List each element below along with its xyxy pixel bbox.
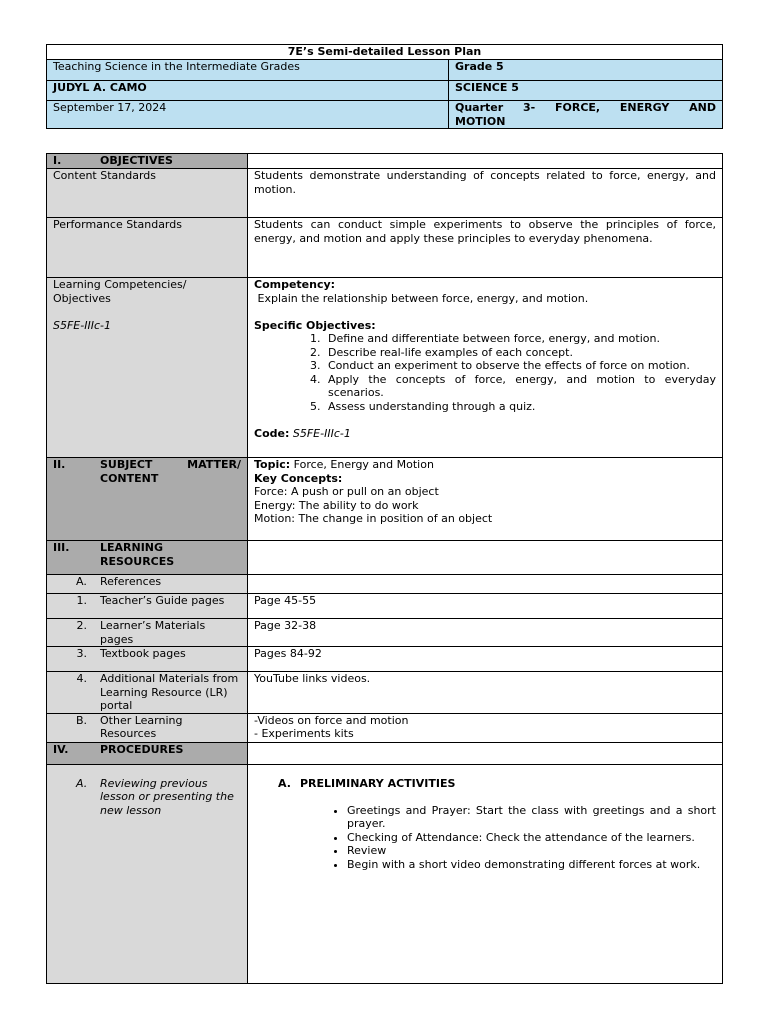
textbook-pages-value: Pages 84-92 (248, 647, 723, 672)
preliminary-activities (248, 764, 723, 983)
additional-materials-label: 4. Additional Materials from Learning Resource (LR) portal (47, 672, 248, 714)
subject-matter-content (248, 458, 723, 541)
section-learning-resources-heading: III. LEARNING RESOURCES (47, 541, 248, 575)
content-standards-text: Students demonstrate understanding of concepts related to force, energy, and motion. (248, 169, 723, 218)
lesson-plan-table (46, 153, 723, 984)
competency-heading: Competency: (254, 278, 336, 291)
section-objectives-heading: I. OBJECTIVES (47, 154, 248, 169)
other-resources-label: B. Other Learning Resources (47, 713, 248, 742)
list-item: 2. Describe real-life examples of each concept. (324, 346, 716, 360)
document-title: 7E’s Semi-detailed Lesson Plan (47, 45, 723, 60)
additional-materials-value: YouTube links videos. (248, 672, 723, 714)
objective-code: Code: S5FE-IIIc-1 (254, 426, 351, 440)
concept-motion: Motion: The change in position of an object (254, 512, 493, 525)
learning-competencies-cell (47, 278, 248, 458)
learners-materials-label: 2. Learner’s Materials pages (47, 619, 248, 647)
teachers-guide-label: 1. Teacher’s Guide pages (47, 594, 248, 619)
list-item: • Review (347, 844, 716, 858)
performance-standards-text: Students can conduct simple experiments to observe the principles of force, energy, and motion and apply these principles to everyday phenomena. (248, 218, 723, 278)
content-standards-label: Content Standards (47, 169, 248, 218)
list-item: 3. Conduct an experiment to observe the effects of force on motion. (324, 359, 716, 373)
other-resources-value: -Videos on force and motion - Experiments kits (248, 713, 723, 742)
references-label: A. References (47, 575, 248, 594)
teacher-name: JUDYL A. CAMO (47, 81, 449, 101)
topic-line: Topic: Force, Energy and Motion (254, 458, 434, 471)
performance-standards-label: Performance Standards (47, 218, 248, 278)
competency-content (248, 278, 723, 458)
learners-materials-value: Page 32-38 (248, 619, 723, 647)
teachers-guide-value: Page 45-55 (248, 594, 723, 619)
course-name: Teaching Science in the Intermediate Grades (47, 60, 449, 81)
preliminary-activities-heading: A. PRELIMINARY ACTIVITIES (278, 776, 456, 790)
concept-force: Force: A push or pull on an object (254, 485, 439, 498)
competency-code-label: S5FE-IIIc-1 (53, 318, 111, 332)
learning-competencies-label: Learning Competencies/ Objectives (53, 278, 187, 305)
procedure-a-label: A. Reviewing previous lesson or presenting the new lesson (47, 764, 248, 983)
lesson-date: September 17, 2024 (47, 101, 449, 129)
section-procedures-heading: IV. PROCEDURES (47, 742, 248, 764)
section-procedures-blank (248, 742, 723, 764)
section-resources-blank (248, 541, 723, 575)
section-subject-matter-heading: II. SUBJECT MATTER/ CONTENT (47, 458, 248, 541)
grade-level: Grade 5 (449, 60, 723, 81)
key-concepts-heading: Key Concepts: (254, 471, 343, 485)
header-table (46, 44, 723, 129)
subject-name: SCIENCE 5 (449, 81, 723, 101)
list-item: • Greetings and Prayer: Start the class with greetings and a short prayer. (347, 804, 716, 831)
specific-objectives-list (254, 332, 716, 413)
list-item: • Begin with a short video demonstrating different forces at work. (347, 858, 716, 872)
specific-objectives-heading: Specific Objectives: (254, 318, 376, 332)
textbook-pages-label: 3. Textbook pages (47, 647, 248, 672)
list-item: • Checking of Attendance: Check the attendance of the learners. (347, 831, 716, 845)
list-item: 1. Define and differentiate between force, energy, and motion. (324, 332, 716, 346)
quarter-topic: Quarter 3- FORCE, ENERGY AND MOTION (449, 101, 723, 129)
list-item: 4. Apply the concepts of force, energy, and motion to everyday scenarios. (324, 373, 716, 400)
list-item: 5. Assess understanding through a quiz. (324, 400, 716, 414)
section-objectives-blank (248, 154, 723, 169)
concept-energy: Energy: The ability to do work (254, 498, 419, 512)
competency-text: Explain the relationship between force, energy, and motion. (254, 291, 589, 305)
preliminary-activities-list (254, 804, 716, 872)
references-blank (248, 575, 723, 594)
